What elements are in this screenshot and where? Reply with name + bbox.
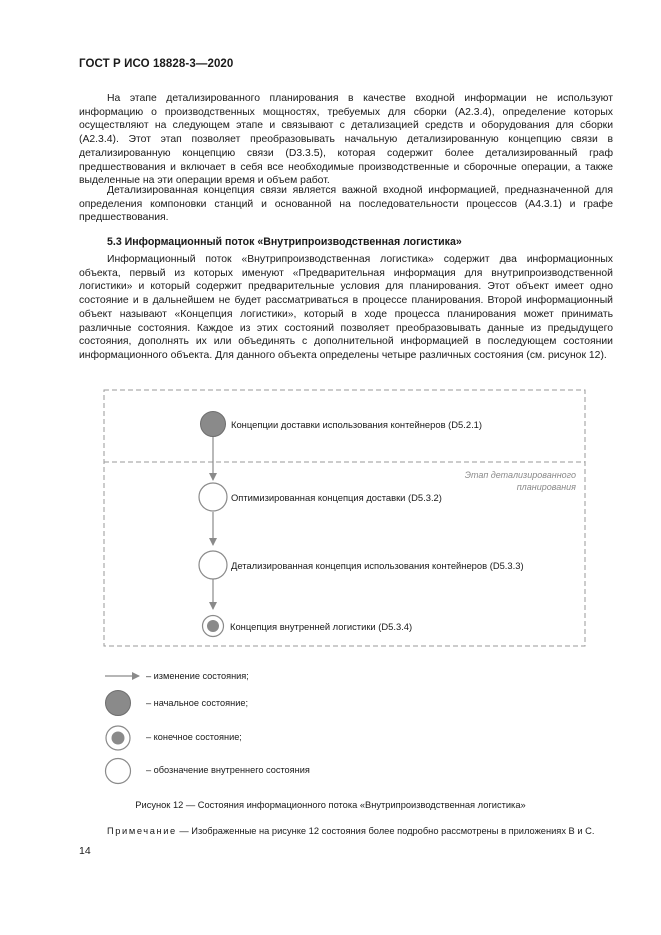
note-text: — Изображенные на рисунке 12 состояния более подробно рассмотрены в приложениях В и С. [176,826,595,836]
stage-label-line2: планирования [516,482,576,492]
legend-text-transition: – изменение состояния; [146,671,249,681]
paragraph-1: На этапе детализированного планирования в качестве входной информации не используют информацию о производственных мощностях, требуемых для сборки (A2.3.4), определение которых осуществляют на следующем этапе и связывают с детализацией средств и оборудования для сборки (A2.3.4). Этот этап позволяет преобразовывать начальную детализированную концепцию связи в детализированную концепцию связи (D3.3.5), которая содержит более детализированный граф предшествования и включает в себя все необходимые производственные и сборочные операции, а также выделенные на эти операции время и объем работ. [79,93,613,187]
state-label-4: Концепция внутренней логистики (D5.3.4) [230,621,413,632]
state-label-2: Оптимизированная концепция доставки (D5.3.2) [231,492,442,503]
stage-label-line1: Этап детализированного [464,470,576,480]
page-number: 14 [79,845,91,857]
state-label-3: Детализированная концепция использования контейнеров (D5.3.3) [231,560,524,571]
figure-caption: Рисунок 12 — Состояния информационного потока «Внутрипроизводственная логистика» [135,800,526,810]
figure-note [107,826,594,836]
internal-state-node-2 [199,551,227,579]
document-header: ГОСТ Р ИСО 18828-3—2020 [79,58,234,70]
note-label: Примечание [107,826,177,836]
paragraph-2: Детализированная концепция связи является важной входной информацией, предназначенной для определения компоновки станций и основанной на последовательности процессов (A4.3.1) и графе предшествования. [79,185,613,224]
internal-state-node-1 [199,483,227,511]
legend-internal-icon [106,759,131,784]
initial-state-node [201,412,226,437]
legend-text-initial: – начальное состояние; [146,698,248,708]
paragraph-3: Информационный поток «Внутрипроизводственная логистика» содержит два информационных объекта, первый из которых именуют «Предварительная информация для внутрипроизводственной логистики» и который содержит предварительные условия для планирования. Этот объект имеет одно состояние и в дальнейшем не будет рассматриваться в процессе планирования. Второй информационный объект называют «Концепция логистики», который в ходе процесса планирования может принимать различные состояния. Каждое из этих состояний позволяет преобразовывать данные из предыдущего состояния, дополнять их или объединять с дополнительной информацией в последующем состоянии информационного объекта. Для данного объекта определены четыре различных состояния (см. рисунок 12). [79,254,613,361]
legend-text-internal: – обозначение внутреннего состояния [146,765,310,775]
state-label-1: Концепции доставки использования контейнеров (D5.2.1) [231,419,483,430]
final-state-node-inner [207,620,219,632]
section-heading: 5.3 Информационный поток «Внутрипроизводственная логистика» [107,236,462,248]
legend-final-icon-inner [112,732,125,745]
legend-initial-icon [106,691,131,716]
legend-text-final: – конечное состояние; [146,732,242,742]
